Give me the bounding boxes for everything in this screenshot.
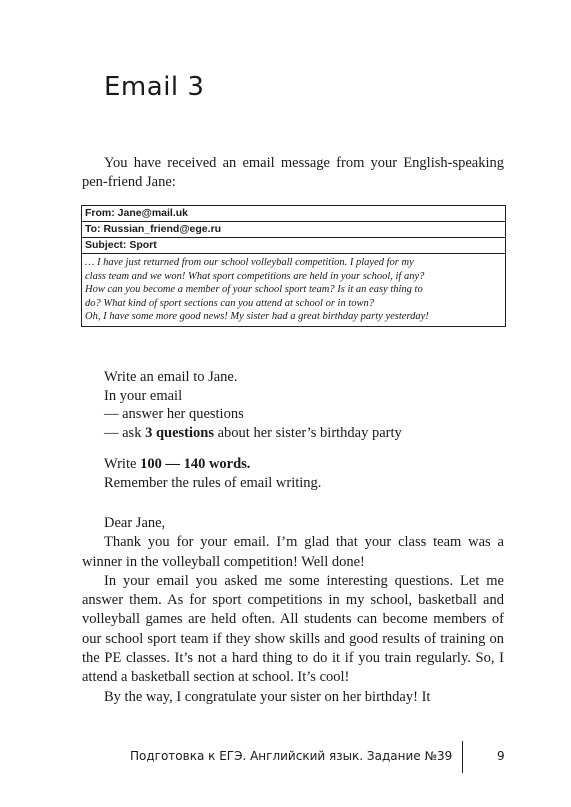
sample-answer [82, 514, 504, 707]
task-text: about her sister’s birthday party [214, 424, 402, 441]
page-number: 9 [497, 749, 505, 763]
answer-paragraph: By the way, I congratulate your sister on her birthday! It [104, 688, 431, 705]
footer-title: Подготовка к ЕГЭ. Английский язык. Задание №39 [130, 749, 453, 763]
task-line: Remember the rules of email writing. [104, 474, 322, 491]
email-body-line: Oh, I have some more good news! My sister had a great birthday party yesterday! [85, 311, 429, 323]
task-line: — answer her questions [104, 406, 244, 423]
answer-greeting: Dear Jane, [104, 515, 166, 531]
email-body-line: class team and we won! What sport competitions are held in your school, if any? [85, 270, 425, 282]
email-body-line: How can you become a member of your school sport team? Is it an easy thing to [85, 284, 423, 296]
email-to: To: Russian_friend@ege.ru [82, 222, 505, 238]
task-line: Write an email to Jane. [104, 369, 238, 385]
email-from: From: Jane@mail.uk [82, 206, 505, 222]
task-line: In your email [104, 387, 183, 404]
email-body [82, 254, 505, 326]
task-instructions [104, 368, 402, 493]
task-line [104, 455, 402, 474]
page-heading: Email 3 [104, 72, 205, 102]
footer-divider [462, 741, 463, 773]
email-body-line: do? What kind of sport sections can you attend at school or in town? [85, 297, 375, 309]
intro-text: You have received an email message from your English-speaking pen-friend Jane: [82, 155, 504, 190]
answer-paragraph: In your email you asked me some interesting questions. Let me answer them. As for sport competitions in my school, basketball and volleyball games are held often. All students can become members of our school sport team if they show skills and good results of training on the PE classes. It’s not a hard thing to do it if you train regularly. So, I attend a basketball section at school. It’s cool! [82, 572, 504, 686]
email-body-line: … I have just returned from our school volleyball competition. I played for my [85, 257, 414, 268]
email-subject: Subject: Sport [82, 238, 505, 254]
email-box [81, 205, 506, 327]
task-emphasis: 3 questions [145, 424, 214, 441]
task-line [104, 424, 402, 443]
task-text: — ask [104, 424, 146, 441]
answer-paragraph: Thank you for your email. I’m glad that your class team was a winner in the volleyball competition! Well done! [82, 534, 504, 570]
task-text: Write [104, 456, 141, 473]
word-count: 100 — 140 words. [140, 456, 251, 473]
